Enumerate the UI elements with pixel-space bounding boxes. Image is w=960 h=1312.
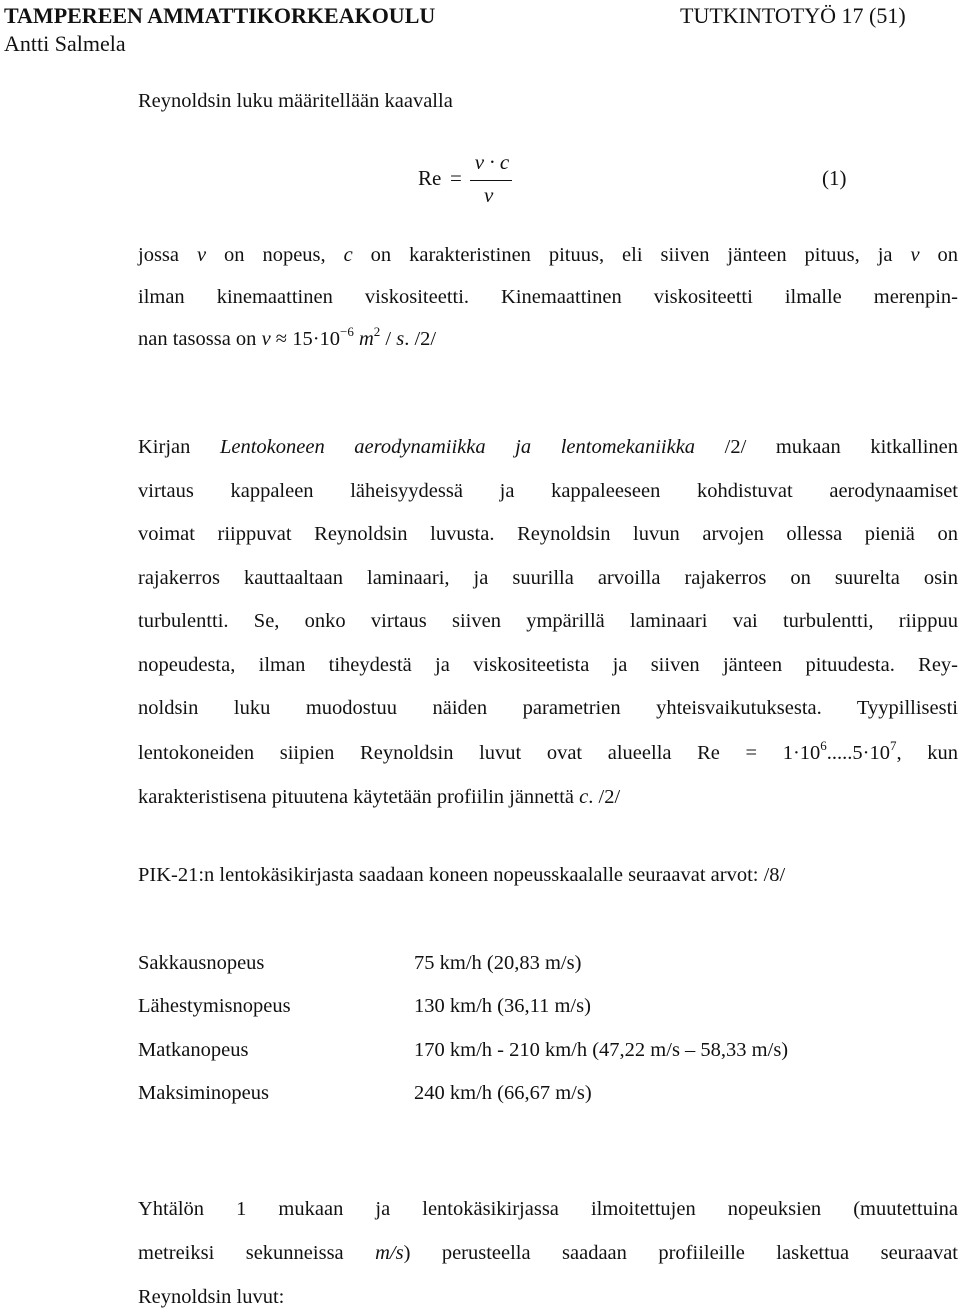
header-institution: TAMPEREEN AMMATTIKORKEAKOULU	[4, 3, 436, 28]
speed-value: 75 km/h (20,83 m/s)	[414, 952, 582, 974]
equation-numerator: v · c	[474, 150, 510, 174]
paragraph-line: Yhtälön 1 mukaan ja lentokäsikirjassa ilmoitettujen nopeuksien (muutettuina	[138, 1198, 958, 1220]
paragraph-line: nan tasossa on $\nu \approx 15\cdot 10^{-6}$ $m^2$ / s. /2/	[138, 324, 437, 350]
header-page-number: 17 (51)	[841, 3, 906, 28]
speed-value: 130 km/h (36,11 m/s)	[414, 995, 591, 1017]
paragraph-line: rajakerros kauttaaltaan laminaari, ja suurilla arvoilla rajakerros on suurelta osin	[138, 566, 958, 589]
paragraph-line: noldsin luku muodostuu näiden parametrien yhteisvaikutuksesta. Tyypillisesti	[138, 697, 958, 719]
equation-fraction-bar	[470, 180, 512, 181]
speed-value: 170 km/h - 210 km/h (47,22 m/s – 58,33 m/s)	[414, 1039, 789, 1061]
paragraph-line: ilman kinemaattinen viskositeetti. Kinemaattinen viskositeetti ilmalle merenpin-	[138, 286, 958, 308]
speed-intro-text: PIK-21:n lentokäsikirjasta saadaan koneen nopeusskaalalle seuraavat arvot: /8/	[138, 864, 786, 886]
equation-equals: =	[450, 166, 462, 190]
header-doc-label: TUTKINTOTYÖ	[680, 3, 837, 28]
paragraph-line: Kirjan Lentokoneen aerodynamiikka ja lentomekaniikka /2/ mukaan kitkallinen	[138, 436, 959, 458]
intro-text: Reynoldsin luku määritellään kaavalla	[138, 90, 453, 112]
paragraph-line: metreiksi sekunneissa m/s) perusteella saadaan profiileille laskettua seuraavat	[138, 1242, 958, 1264]
speed-label: Lähestymisnopeus	[138, 995, 291, 1017]
speed-label: Matkanopeus	[138, 1039, 249, 1061]
speed-label: Maksiminopeus	[138, 1082, 269, 1104]
equation-lhs: Re	[418, 166, 442, 190]
speed-label: Sakkausnopeus	[138, 952, 265, 974]
equation-denominator: ν	[484, 183, 494, 207]
paragraph-line: jossa v on nopeus, c on karakteristinen pituus, eli siiven jänteen pituus, ja ν on	[138, 244, 959, 266]
paragraph-line: karakteristisena pituutena käytetään profiilin jännettä c. /2/	[138, 786, 621, 808]
speed-value: 240 km/h (66,67 m/s)	[414, 1082, 592, 1104]
paragraph-line: turbulentti. Se, onko virtaus siiven ympärillä laminaari vai turbulentti, riippuu	[138, 610, 958, 632]
equation-number: (1)	[822, 166, 847, 190]
paragraph-line: lentokoneiden siipien Reynoldsin luvut ovat alueella $Re = 1\cdot 10^6.....5\cdot 10^7$, kun	[138, 738, 959, 764]
header-document-type	[680, 3, 906, 29]
paragraph-line: Reynoldsin luvut:	[138, 1286, 285, 1308]
paragraph-line: voimat riippuvat Reynoldsin luvusta. Reynoldsin luvun arvojen ollessa pieniä on	[138, 523, 958, 545]
header-author: Antti Salmela	[4, 31, 126, 56]
paragraph-line: nopeudesta, ilman tiheydestä ja viskositeetista ja siiven jänteen pituudesta. Rey-	[138, 653, 958, 676]
paragraph-line: virtaus kappaleen läheisyydessä ja kappaleeseen kohdistuvat aerodynaamiset	[138, 479, 958, 502]
book-title: Lentokoneen aerodynamiikka ja lentomekaniikka	[219, 436, 696, 458]
